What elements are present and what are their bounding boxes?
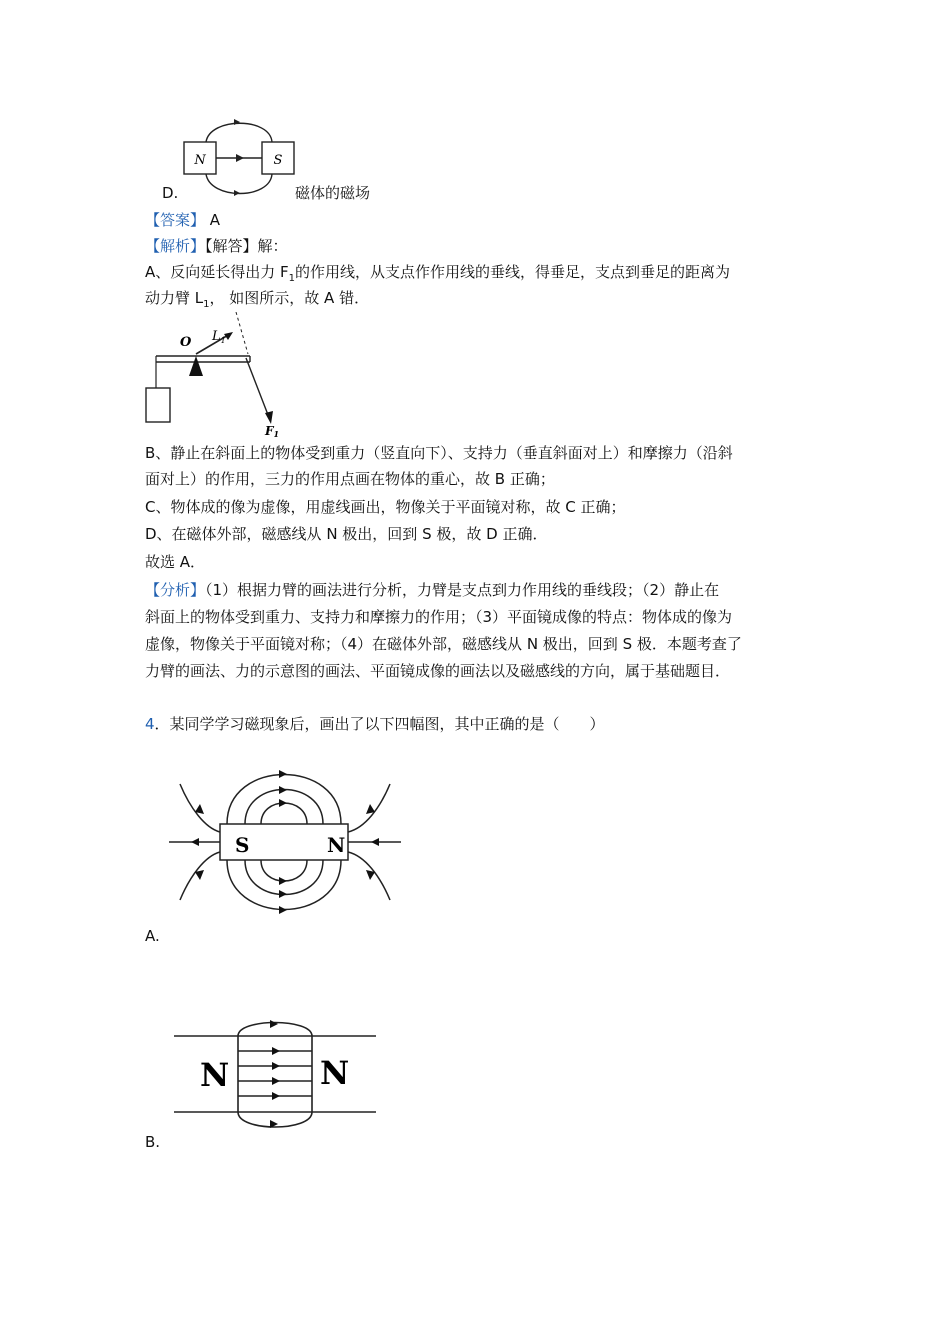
answer-tag: 【答案】 [145,211,206,229]
lever-force-label: F1 [265,424,280,437]
analysis-tag: 【解析】 [145,237,206,255]
analysis-conclusion: 故选 A． [145,553,206,571]
lever-figure [142,312,292,437]
fig-b-left-pole: N [200,1056,230,1094]
fig-d-left-pole: N [194,153,206,168]
figure-a-magnet-field [165,748,405,938]
option-a-label: A. [145,927,160,945]
option-b-label: B. [145,1133,161,1151]
fig-a-left-pole: S [235,833,250,857]
review-line4: 力臂的画法、力的示意图的画法、平面镜成像的画法以及磁感线的方向，属于基础题目． [145,662,731,680]
answer-value: A [209,211,221,229]
lever-arm-label: $L_1$ [212,329,226,345]
question-number: 4 [145,715,155,733]
fig-a-right-pole: N [327,833,346,857]
review-line1: （1）根据力臂的画法进行分析，力臂是支点到力作用线的垂线段；（2）静止在 [205,581,720,599]
analysis-c-line: C、物体成的像为虚像，用虚线画出，物像关于平面镜对称，故 C 正确； [145,498,626,516]
question-4-stem: 4．某同学学习磁现象后，画出了以下四幅图，其中正确的是（ ） [145,715,605,733]
lever-pivot-label: O [180,335,192,350]
fig-b-right-pole: N [320,1054,350,1092]
analysis-b-line1: B、静止在斜面上的物体受到重力（竖直向下）、支持力（垂直斜面对上）和摩擦力（沿斜 [145,444,733,462]
review-line2: 斜面上的物体受到重力、支持力和摩擦力的作用；（3）平面镜成像的特点：物体成的像为 [145,608,733,626]
review-line3: 虚像，物像关于平面镜对称；（4）在磁体外部，磁感线从 N 极出，回到 S 极．本题考查了 [145,635,742,653]
solution-tag: 【解答】解： [205,237,288,255]
fig-d-right-pole: S [273,153,283,168]
analysis-b-line2: 面对上）的作用，三力的作用点画在物体的重心，故 B 正确； [145,470,555,488]
option-d-caption: 磁体的磁场 [295,184,371,202]
option-d-label: D. [162,184,179,202]
figure-b-magnet-field [170,1018,380,1138]
analysis-a-line2: 动力臂 $L_1$， 如图所示，故 A 错． [145,289,370,310]
analysis-d-line: D、在磁体外部，磁感线从 N 极出，回到 S 极，故 D 正确． [145,525,548,543]
review-tag: 【分析】 [145,581,206,599]
analysis-a-line1: A、反向延长得出力 $F_1$的作用线，从支点作作用线的垂线，得垂足，支点到垂足的距离为 [145,263,731,284]
